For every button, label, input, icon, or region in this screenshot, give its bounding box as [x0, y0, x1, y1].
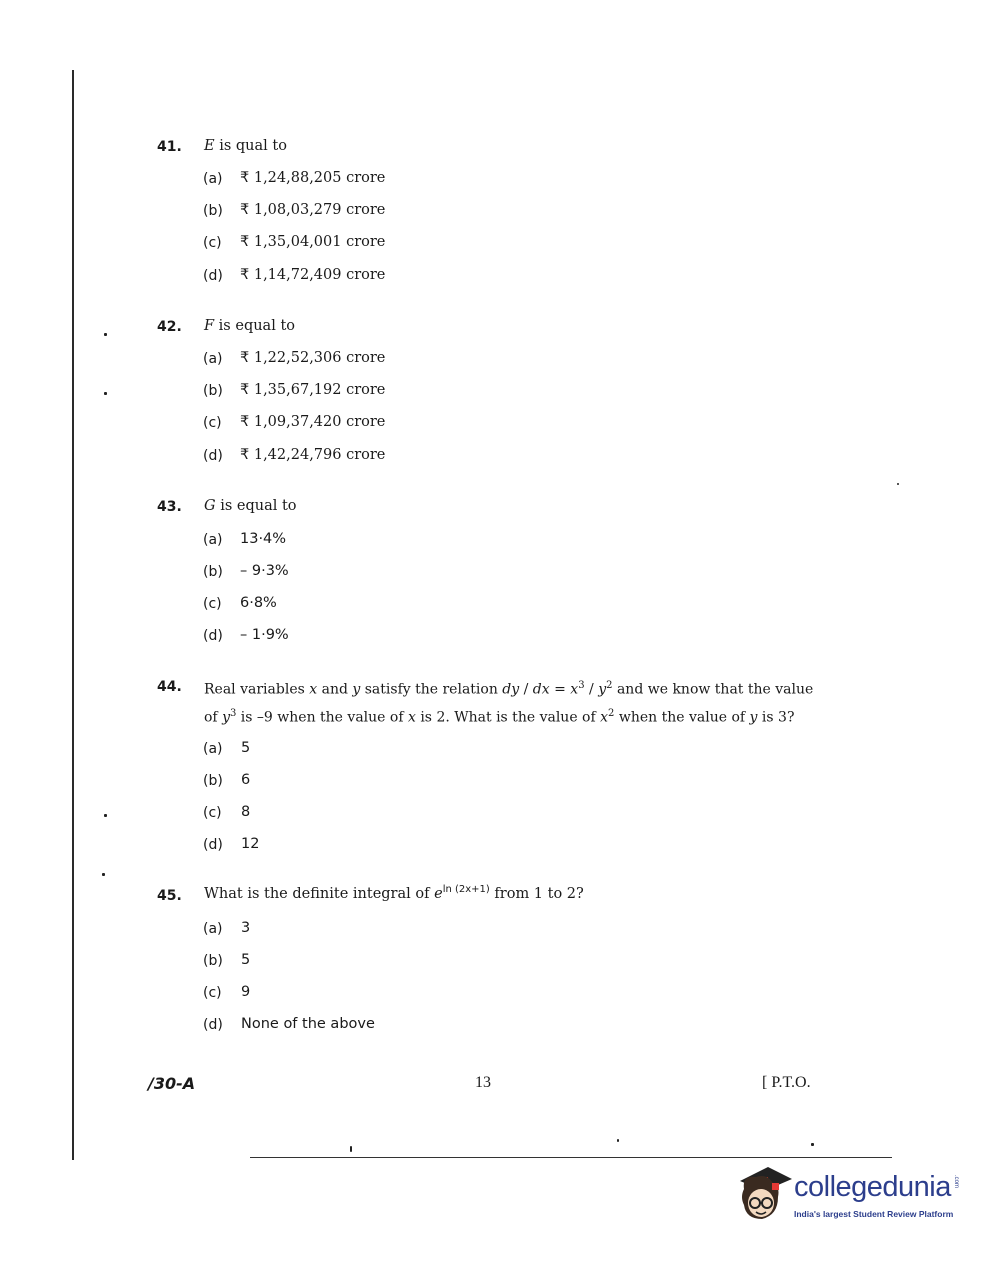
option-label: (b): [203, 203, 223, 219]
question-stem-line: of $y^3$ is –9 when the value of x is 2. What is the value of $x^2$ when the value of y is 3?: [204, 707, 795, 726]
option-text: 13·4%: [240, 531, 287, 547]
option-text: 9: [241, 984, 251, 1000]
question-stem: [204, 674, 834, 729]
question-stem: G is equal to: [204, 498, 297, 514]
question-number: 42.: [157, 319, 182, 335]
option-label: (d): [203, 837, 223, 853]
option-label: (c): [203, 985, 222, 1001]
option-text: ₹ 1,42,24,796 crore: [240, 447, 386, 463]
scan-speck: [617, 1139, 619, 1142]
collegedunia-watermark: [734, 1163, 964, 1229]
option-label: (d): [203, 268, 223, 284]
option-label: (d): [203, 448, 223, 464]
option-text: – 9·3%: [240, 563, 289, 579]
question-stem-line: Real variables x and y satisfy the relation dy / dx = $x^3 / y^2$ and we know that the value: [204, 680, 814, 698]
option-text: ₹ 1,35,67,192 crore: [240, 382, 386, 398]
option-text: 6: [241, 772, 251, 788]
option-text: ₹ 1,14,72,409 crore: [240, 267, 386, 283]
question-stem: E is qual to: [204, 138, 287, 154]
option-label: (d): [203, 1017, 223, 1033]
scan-speck: [104, 392, 107, 395]
option-label: (a): [203, 532, 223, 548]
question-stem: What is the definite integral of $e^{ln (2x+1)}$ from 1 to 2?: [204, 884, 584, 902]
option-label: (a): [203, 741, 223, 757]
question-number: 45.: [157, 888, 182, 904]
option-label: (b): [203, 383, 223, 399]
option-text: ₹ 1,08,03,279 crore: [240, 202, 386, 218]
scan-speck: [104, 814, 107, 817]
bottom-rule: [250, 1157, 892, 1158]
option-text: ₹ 1,24,88,205 crore: [240, 170, 386, 186]
option-text: 5: [241, 952, 251, 968]
question-stem: F is equal to: [204, 318, 296, 334]
option-label: (c): [203, 805, 222, 821]
option-label: (c): [203, 235, 222, 251]
option-text: ₹ 1,09,37,420 crore: [240, 414, 386, 430]
option-label: (a): [203, 351, 223, 367]
question-number: 43.: [157, 499, 182, 515]
option-text: 5: [241, 740, 251, 756]
option-label: (b): [203, 953, 223, 969]
option-label: (b): [203, 564, 223, 580]
margin-rule: [72, 70, 74, 1160]
brand-name: collegedunia: [794, 1171, 951, 1203]
scan-speck: [350, 1146, 352, 1152]
scan-speck: [102, 873, 105, 876]
question-number: 41.: [157, 139, 182, 155]
brand-tagline: India's largest Student Review Platform: [794, 1209, 954, 1219]
mascot-icon: [734, 1163, 794, 1227]
brand-domain: .com: [953, 1175, 959, 1189]
option-text: 12: [241, 836, 260, 852]
question-number: 44.: [157, 679, 182, 695]
option-label: (a): [203, 171, 223, 187]
option-text: – 1·9%: [240, 627, 289, 643]
scan-speck: [811, 1143, 814, 1146]
scan-speck: [897, 483, 899, 485]
option-text: ₹ 1,22,52,306 crore: [240, 350, 386, 366]
option-label: (d): [203, 628, 223, 644]
option-label: (b): [203, 773, 223, 789]
option-label: (a): [203, 921, 223, 937]
option-text: None of the above: [241, 1016, 375, 1032]
option-label: (c): [203, 415, 222, 431]
option-text: 3: [241, 920, 251, 936]
page-number: 13: [475, 1074, 491, 1091]
option-text: ₹ 1,35,04,001 crore: [240, 234, 386, 250]
option-text: 6·8%: [240, 595, 277, 611]
scan-speck: [104, 333, 107, 336]
pto-marker: [ P.T.O.: [762, 1074, 811, 1091]
option-text: 8: [241, 804, 251, 820]
option-label: (c): [203, 596, 222, 612]
paper-code: /30-A: [148, 1074, 196, 1093]
